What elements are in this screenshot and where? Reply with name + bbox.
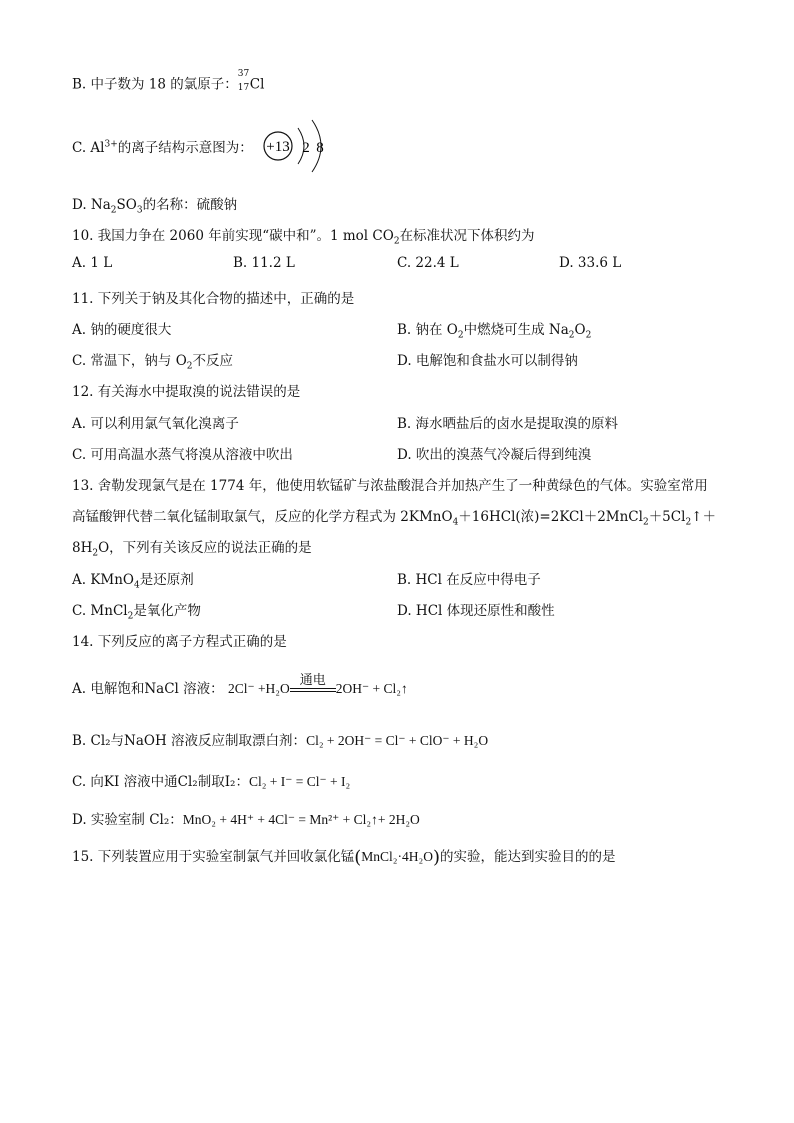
stem-text: ＋16HCl(浓)=2KCl＋2MnCl bbox=[458, 509, 643, 525]
option-text: B. 中子数为 18 的氯原子： bbox=[72, 76, 238, 93]
option-11b bbox=[397, 318, 591, 341]
option-11c bbox=[72, 349, 233, 372]
option-text: 是还原剂 bbox=[139, 572, 194, 588]
equation: Cl₂ + I⁻ = Cl⁻ + I₂ bbox=[248, 774, 351, 789]
option-14d bbox=[72, 808, 420, 828]
option-text: C. 常温下，钠与 O bbox=[72, 353, 187, 369]
option-13b: B. HCl 在反应中得电子 bbox=[397, 572, 541, 588]
question-14-stem: 14. 下列反应的离子方程式正确的是 bbox=[72, 634, 287, 650]
equation-right: 2OH⁻ + Cl₂↑ bbox=[335, 681, 408, 696]
option-text-rest: 的名称：硫酸钠 bbox=[142, 197, 238, 213]
option-text: D. 实验室制 Cl₂： bbox=[72, 812, 183, 828]
stem-text-rest: 在标准状况下体积约为 bbox=[399, 228, 535, 244]
option-text: D. Na bbox=[72, 197, 111, 213]
reaction-condition-equals bbox=[290, 673, 336, 697]
subscript: 4 bbox=[452, 517, 459, 528]
option-10a: A. 1 L bbox=[72, 255, 113, 271]
option-10c: C. 22.4 L bbox=[397, 255, 459, 271]
subscript: 2 bbox=[92, 548, 99, 559]
subscript: 2 bbox=[393, 236, 400, 247]
option-10b: B. 11.2 L bbox=[233, 255, 295, 271]
element-symbol: Cl bbox=[249, 76, 265, 93]
option-text-mid: SO bbox=[116, 197, 137, 213]
option-12b: B. 海水晒盐后的卤水是提取溴的原料 bbox=[397, 416, 619, 432]
subscript: 2 bbox=[568, 330, 575, 341]
question-13-line-2 bbox=[72, 505, 716, 528]
shell-2-electrons: 8 bbox=[316, 140, 324, 156]
option-11a: A. 钠的硬度很大 bbox=[72, 322, 172, 338]
equation: MnO₂ + 4H⁺ + 4Cl⁻ = Mn²⁺ + Cl₂↑+ 2H₂O bbox=[182, 812, 420, 827]
subscript: 2 bbox=[585, 330, 592, 341]
question-12-stem: 12. 有关海水中提取溴的说法错误的是 bbox=[72, 384, 301, 400]
option-text: C. Al bbox=[72, 140, 105, 156]
option-text: C. MnCl bbox=[72, 603, 128, 619]
option-13c bbox=[72, 599, 201, 622]
stem-text: 高锰酸钾代替二氧化锰制取氯气，反应的化学方程式为 2KMnO bbox=[72, 509, 453, 525]
subscript: 4 bbox=[134, 580, 140, 591]
subscript: 2 bbox=[685, 517, 692, 528]
stem-text: 8H bbox=[72, 540, 93, 556]
option-text: A. KMnO bbox=[72, 572, 135, 588]
option-12a: A. 可以利用氯气氧化溴离子 bbox=[72, 416, 239, 432]
question-11-stem: 11. 下列关于钠及其化合物的描述中，正确的是 bbox=[72, 291, 355, 307]
option-text: B. 钠在 O bbox=[397, 322, 458, 338]
option-13a bbox=[72, 568, 194, 591]
option-14a bbox=[72, 673, 408, 697]
subscript: 3 bbox=[136, 205, 143, 216]
option-9c bbox=[72, 136, 253, 156]
option-10d: D. 33.6 L bbox=[559, 255, 622, 271]
option-14b bbox=[72, 729, 488, 749]
nucleus-charge: +13 bbox=[266, 139, 290, 155]
question-13-line-3 bbox=[72, 536, 312, 559]
option-text: B. Cl₂与NaOH 溶液反应制取漂白剂： bbox=[72, 733, 307, 749]
question-10-stem bbox=[72, 224, 535, 247]
formula: MnCl₂·4H₂O bbox=[361, 849, 433, 864]
stem-text: ↑＋ bbox=[691, 509, 716, 525]
question-15-stem bbox=[72, 845, 616, 868]
option-text: 是氧化产物 bbox=[133, 603, 201, 619]
option-text: 不反应 bbox=[192, 353, 234, 369]
atomic-number: 17 bbox=[237, 83, 250, 93]
shell-1-electrons: 2 bbox=[302, 140, 310, 156]
option-text: C. 向KI 溶液中通Cl₂制取I₂： bbox=[72, 774, 249, 790]
right-paren: ) bbox=[432, 847, 440, 868]
subscript: 2 bbox=[110, 205, 117, 216]
left-paren: ( bbox=[354, 847, 362, 868]
stem-text: O，下列有关该反应的说法正确的是 bbox=[98, 540, 312, 556]
subscript: 2 bbox=[186, 361, 193, 372]
option-text-rest: 的离子结构示意图为： bbox=[117, 140, 253, 156]
option-text: A. 电解饱和NaCl 溶液： bbox=[72, 681, 224, 697]
reaction-condition: 通电 bbox=[299, 673, 326, 688]
stem-text: 15. 下列装置应用于实验室制氯气并回收氯化锰 bbox=[72, 849, 355, 865]
stem-text: 10. 我国力争在 2060 年前实现“碳中和”。1 mol CO bbox=[72, 228, 394, 244]
ion-charge: 3+ bbox=[104, 139, 118, 150]
option-12d: D. 吹出的溴蒸气冷凝后得到纯溴 bbox=[397, 447, 592, 463]
double-bar bbox=[290, 688, 336, 692]
option-11d: D. 电解饱和食盐水可以制得钠 bbox=[397, 353, 578, 369]
stem-text: ＋5Cl bbox=[648, 509, 686, 525]
equation-left: 2Cl⁻ +H₂O bbox=[227, 681, 290, 696]
question-13-line-1: 13. 舍勒发现氯气是在 1774 年，他使用软锰矿与浓盐酸混合并加热产生了一种黄绿色的气体。实验室常用 bbox=[72, 478, 708, 494]
mass-number: 37 bbox=[237, 69, 250, 79]
option-text: 中燃烧可生成 Na bbox=[463, 322, 569, 338]
equation: Cl₂ + 2OH⁻ = Cl⁻ + ClO⁻ + H₂O bbox=[306, 733, 489, 748]
option-12c: C. 可用高温水蒸气将溴从溶液中吹出 bbox=[72, 447, 293, 463]
subscript: 2 bbox=[127, 611, 134, 622]
option-14c bbox=[72, 770, 350, 790]
ion-structure-diagram bbox=[258, 118, 338, 174]
option-9d bbox=[72, 193, 237, 216]
option-13d: D. HCl 体现还原性和酸性 bbox=[397, 603, 555, 619]
option-text: O bbox=[574, 322, 586, 338]
subscript: 2 bbox=[642, 517, 649, 528]
option-9b bbox=[72, 69, 265, 98]
subscript: 2 bbox=[457, 330, 464, 341]
stem-text: 的实验，能达到实验目的的是 bbox=[440, 849, 616, 865]
